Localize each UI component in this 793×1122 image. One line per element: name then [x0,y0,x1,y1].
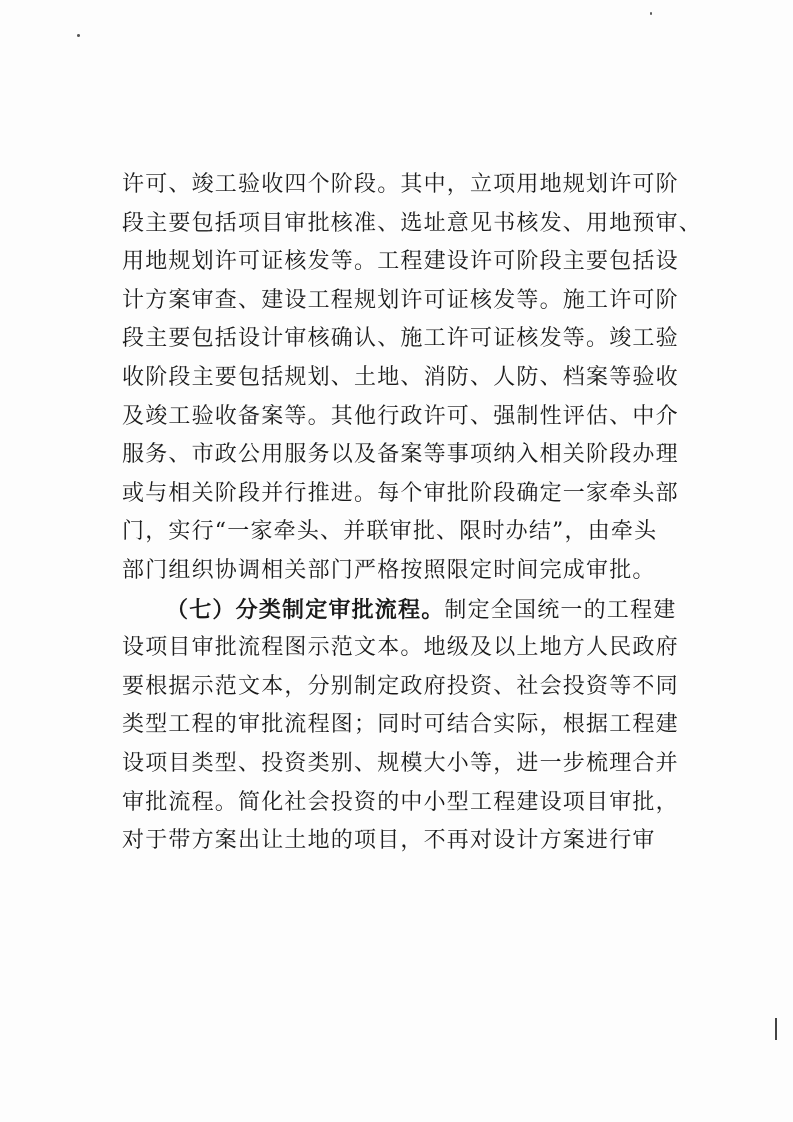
text-line: 用地规划许可证核发等。工程建设许可阶段主要包括设 [122,249,679,275]
body-text [122,166,703,861]
text-line: 段主要包括项目审批核准、选址意见书核发、用地预审、 [122,210,703,236]
text-line: 或与相关阶段并行推进。每个审批阶段确定一家牵头部 [122,480,679,506]
text-line: 类型工程的审批流程图；同时可结合实际，根据工程建 [122,712,679,738]
text-line: 计方案审查、建设工程规划许可证核发等。施工许可阶 [122,287,679,313]
scan-speck [77,34,80,37]
text-line: 许可、竣工验收四个阶段。其中，立项用地规划许可阶 [122,172,679,197]
text-line: 设项目审批流程图示范文本。地级及以上地方人民政府 [122,635,679,661]
text-line-remainder: 制定全国统一的工程建 [444,597,677,623]
text-line: 收阶段主要包括规划、土地、消防、人防、档案等验收 [122,364,679,390]
text-line: 对于带方案出让土地的项目，不再对设计方案进行审 [122,828,656,854]
text-line: 门，实行“一家牵头、并联审批、限时办结”，由牵头 [122,519,658,545]
text-line: 审批流程。简化社会投资的中小型工程建设项目审批， [122,789,679,815]
text-line: 段主要包括设计审核确认、施工许可证核发等。竣工验 [122,326,679,352]
scan-speck [650,12,652,15]
text-line: 部门组织协调相关部门严格按照限定时间完成审批。 [122,557,656,583]
text-line: 要根据示范文本，分别制定政府投资、社会投资等不同 [122,673,679,699]
section-heading: （七）分类制定审批流程。 [166,596,445,623]
text-line: 设项目类型、投资类别、规模大小等，进一步梳理合并 [122,750,679,776]
text-line: 服务、市政公用服务以及备案等事项纳入相关阶段办理 [122,442,679,468]
scan-edge-mark [775,1018,777,1040]
text-line: 及竣工验收备案等。其他行政许可、强制性评估、中介 [122,403,679,429]
section-heading-line [122,591,682,630]
